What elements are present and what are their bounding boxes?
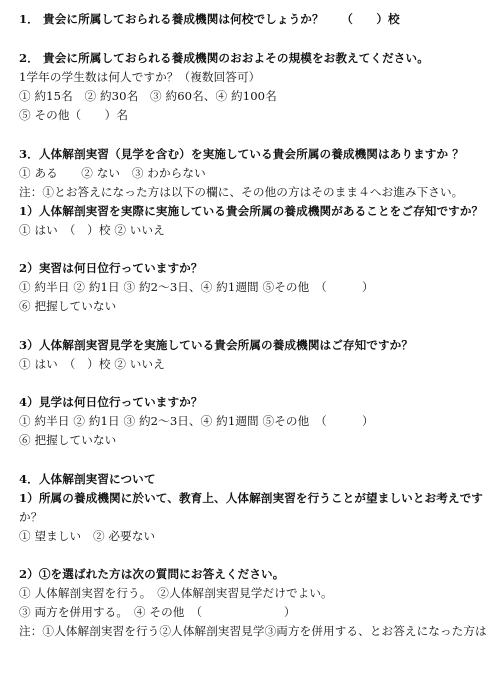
q4-1-question-continued: か？	[19, 510, 43, 524]
q2-options-row-1: ① 約15名 ② 約30名 ③ 約60名、④ 約100名	[19, 89, 277, 103]
q2-subquestion-students-per-year: 1学年の学生数は何人ですか？（複数回答可）	[19, 70, 261, 84]
q2-school-size-question: 2． 貴会に所属しておられる養成機関のおおよその規模をお教えてください。	[19, 51, 429, 65]
q3-1-options: ① はい （ ）校 ② いいえ	[19, 223, 165, 237]
q4-2-options-row-2: ③ 両方を併用する。 ④ その他 （ ）	[19, 605, 296, 619]
q3-options: ① ある ② ない ③ わからない	[19, 166, 206, 180]
q3-3-observation-awareness-question: 3）人体解剖実習見学を実施している貴会所属の養成機関はご存知ですか？	[19, 338, 414, 352]
q3-4-observation-days-question: 4）見学は何日位行っていますか？	[19, 395, 203, 409]
q4-1-desirability-question: 1）所属の養成機関に於いて、教育上、人体解剖実習を行うことが望ましいとお考えです	[19, 491, 483, 505]
q3-2-options-row-2: ⑥ 把握していない	[19, 299, 117, 313]
q4-2-options-row-1: ① 人体解剖実習を行う。 ②人体解剖実習見学だけでよい。	[19, 586, 333, 600]
q3-1-awareness-question: 1）人体解剖実習を実際に実施している貴会所属の養成機関があることをご存知ですか？	[19, 204, 484, 218]
q3-3-options: ① はい （ ）校 ② いいえ	[19, 357, 165, 371]
q4-dissection-practice-heading: 4．人体解剖実習について	[19, 472, 156, 486]
q4-1-options: ① 望ましい ② 必要ない	[19, 529, 156, 543]
q2-options-row-2: ⑤ その他（ ）名	[19, 108, 129, 122]
q4-2-note: 注：①人体解剖実習を行う②人体解剖実習見学③両方を併用する、とお答えになった方は	[19, 624, 487, 638]
q3-dissection-practice-question: 3．人体解剖実習（見学を含む）を実施している貴会所属の養成機関はありますか ？	[19, 147, 464, 161]
q3-4-options-row-1: ① 約半日 ② 約1日 ③ 約2～3日、④ 約1週間 ⑤その他 （ ）	[19, 414, 374, 428]
q3-4-options-row-2: ⑥ 把握していない	[19, 433, 117, 447]
q4-2-followup-question: 2）①を選ばれた方は次の質問にお答えください。	[19, 567, 285, 581]
q3-2-practice-days-question: 2）実習は何日位行っていますか？	[19, 261, 203, 275]
q1-number-of-schools: 1． 貴会に所属しておられる養成機関は何校でしょうか？ （ ）校	[19, 12, 400, 26]
q3-2-options-row-1: ① 約半日 ② 約1日 ③ 約2～3日、④ 約1週間 ⑤その他 （ ）	[19, 280, 374, 294]
q3-note: 注：①とお答えになった方は以下の欄に、その他の方はそのまま４へお進み下さい。	[19, 185, 464, 199]
